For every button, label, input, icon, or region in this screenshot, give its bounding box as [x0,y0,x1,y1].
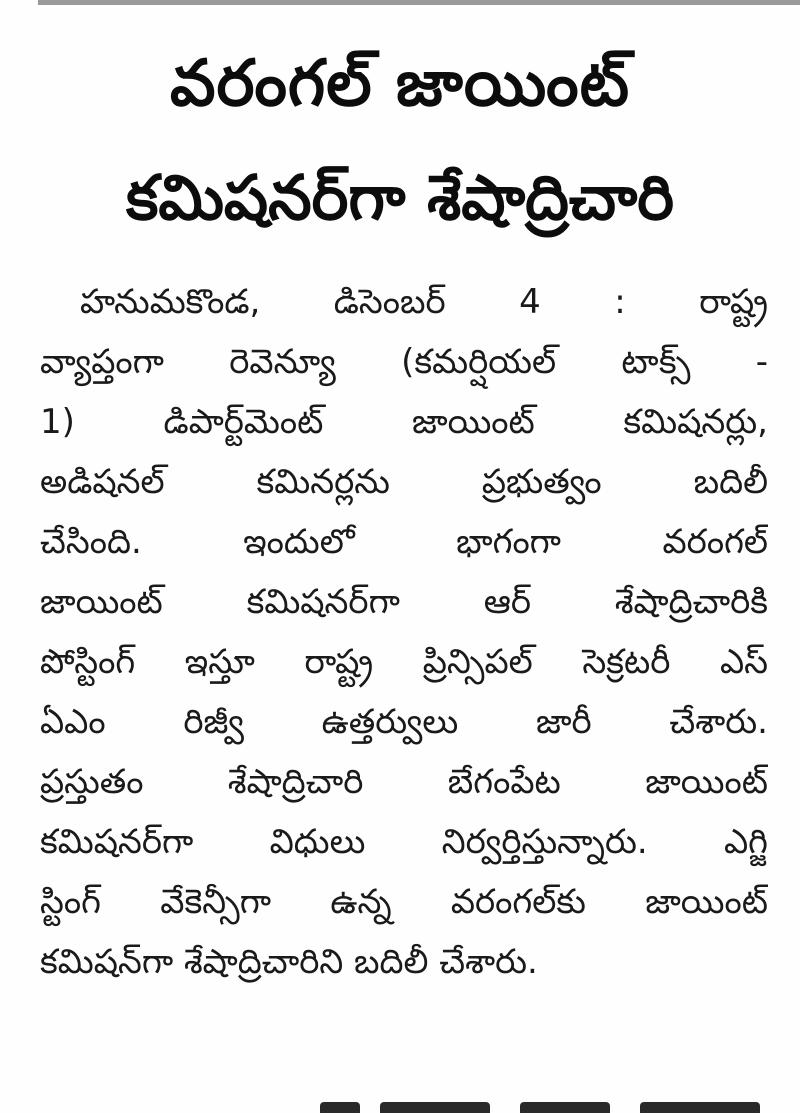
body-line-5: చేసింది. ఇందులో భాగంగా వరంగల్ [40,522,768,562]
body-line-2: వ్యాప్తంగా రెవెన్యూ (కమర్షియల్ టాక్స్ - [40,342,768,382]
next-article-cutoff [320,1096,780,1113]
body-line-7: పోస్టింగ్ ఇస్తూ రాష్ట్ర ప్రిన్సిపల్ సెక్రటరీ ఎస్ [40,642,768,682]
body-line-12: కమిషన్‌గా శేషాద్రిచారిని బదిలీ చేశారు. [40,942,538,982]
body-line-6: జాయింట్ కమిషనర్‌గా ఆర్ శేషాద్రిచారికి [40,582,768,622]
body-line-9: ప్రస్తుతం శేషాద్రిచారి బేగంపేట జాయింట్ [40,762,768,802]
headline-line-1: వరంగల్ జాయింట్ [170,47,630,121]
headline-line-2: కమిషనర్‌గా శేషాద్రిచారి [125,161,675,234]
top-divider [38,0,800,5]
body-line-3: 1) డిపార్ట్‌మెంట్ జాయింట్ కమిషనర్లు, [40,402,768,442]
body-line-4: అడిషనల్ కమినర్లను ప్రభుత్వం బదిలీ [40,462,768,502]
body-line-10: కమిషనర్‌గా విధులు నిర్వర్తిస్తున్నారు. ఎగ్జి [40,822,768,862]
body-line-8: ఏఎం రిజ్వీ ఉత్తర్వులు జారీ చేశారు. [40,702,768,742]
body-line-11: స్టింగ్ వేకెన్సీగా ఉన్న వరంగల్‌కు జాయింట్ [40,882,768,922]
body-line-1: హనుమకొండ, డిసెంబర్ 4 : రాష్ట్ర [80,282,768,322]
